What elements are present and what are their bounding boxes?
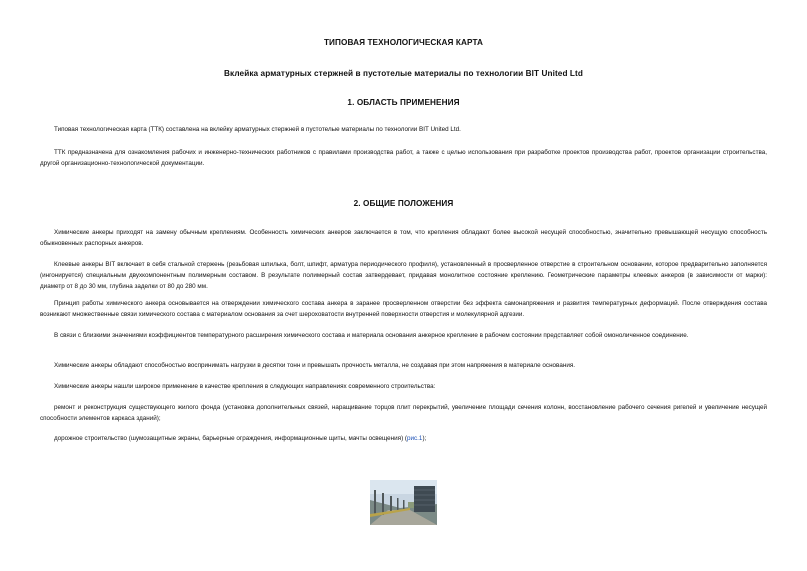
section1-paragraph-1: Типовая технологическая карта (ТТК) составлена на вклейку арматурных стержней в пустотелые материалы по технологии BIT United Ltd. — [54, 126, 461, 133]
section2-paragraph-4: В связи с близкими значениями коэффициентов температурного расширения химического состава и материала основания анкерное крепление в рабочем состоянии представляет собой омоноличенное соединение. — [54, 332, 689, 339]
section2-paragraph-5: Химические анкеры обладают способностью воспринимать нагрузки в десятки тонн и превышать прочность металла, не создавая при этом напряжения в материале основания. — [54, 362, 575, 369]
section2-paragraph-6: Химические анкеры нашли широкое применение в качестве крепления в следующих направлениях современного строительства: — [54, 383, 436, 390]
section2-paragraph-1: Химические анкеры приходят на замену обычным креплениям. Особенность химических анкеров заключается в том, что крепления обладают более высокой несущей способностью, значительно превышающей несущую способность обыкновенных распорных анкеров. — [40, 229, 767, 247]
figure-1-link[interactable]: рис.1 — [407, 435, 423, 442]
paragraph-8-tail: ); — [422, 435, 427, 442]
figure-1-photo — [370, 480, 437, 525]
doc-subtitle: Вклейка арматурных стержней в пустотелые материалы по технологии BIT United Ltd — [224, 69, 583, 78]
doc-title: ТИПОВАЯ ТЕХНОЛОГИЧЕСКАЯ КАРТА — [323, 38, 484, 47]
section2-paragraph-2: Клеевые анкеры BIT включает в себя стальной стержень (резьбовая шпилька, болт, шпифт, арматура периодического профиля), установленный в просверленное отверстие в строительном основании, которое предварительно заполняется (ингонируется) специальным двухкомпонентным полимерным составом. В результате полимерный состав затвердевает, придавая монолитное состояние креплению. Геометрические параметры клеевых анкеров (в зависимости от марки): диаметр от 8 до 30 мм, глубина заделки от 80 до 280 мм. — [40, 261, 767, 290]
section1-heading: 1. ОБЛАСТЬ ПРИМЕНЕНИЯ — [347, 98, 460, 107]
section2-heading: 2. ОБЩИЕ ПОЛОЖЕНИЯ — [353, 199, 454, 208]
section2-paragraph-8 — [40, 434, 767, 445]
section2-paragraph-3: Принцип работы химического анкера основывается на отверждении химического состава анкера в заранее просверленном отверстии без эффекта самонапряжения и развития температурных деформаций. После отверждения состава возникают множественные связи химического состава с материалом основания за счет шероховатости внутренней поверхности отверстия и молекулярной адгезии. — [40, 300, 767, 318]
paragraph-8-text: дорожное строительство (шумозащитные экраны, барьерные ограждения, информационные щиты, мачты освещения) ( — [54, 435, 408, 442]
section2-paragraph-7: ремонт и реконструкция существующего жилого фонда (установка дополнительных связей, наращивание торцов плит перекрытий, увеличение площади сечения колонн, восстановление рабочего сечения ригелей и увеличение несущей способности элементов каркаса зданий); — [40, 404, 767, 422]
section1-paragraph-2: ТТК предназначена для ознакомления рабочих и инженерно-технических работников с правилами производства работ, а также с целью использования при разработке проектов производства работ, проектов организации строительства, другой организационно-технологической документации. — [40, 149, 767, 167]
